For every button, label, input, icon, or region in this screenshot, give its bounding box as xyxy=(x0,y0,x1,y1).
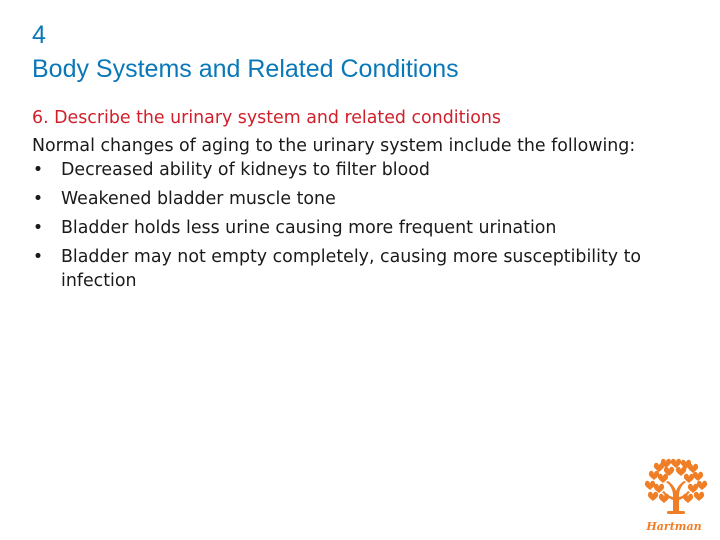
intro-text: Normal changes of aging to the urinary system include the following: xyxy=(32,136,636,156)
slide-body xyxy=(32,106,662,293)
list-item xyxy=(32,187,662,211)
slide-title xyxy=(32,18,692,86)
bullet-icon: • xyxy=(32,160,44,180)
bullet-icon: • xyxy=(32,189,44,209)
learning-objective: 6. Describe the urinary system and related conditions xyxy=(32,108,501,128)
tree-of-hearts-logo-icon xyxy=(636,456,712,536)
list-item-text: Decreased ability of kidneys to filter blood xyxy=(61,160,430,180)
list-item xyxy=(32,216,662,240)
logo-wordmark: Hartman xyxy=(646,520,702,533)
chapter-number: 4 xyxy=(32,21,46,49)
list-item xyxy=(32,158,662,182)
chapter-title: Body Systems and Related Conditions xyxy=(32,55,459,83)
hartman-logo xyxy=(636,456,712,536)
list-item-text: Bladder may not empty completely, causing more susceptibility to infection xyxy=(61,247,642,291)
bullet-list xyxy=(32,158,662,293)
list-item xyxy=(32,245,662,293)
bullet-icon: • xyxy=(32,218,44,238)
bullet-icon: • xyxy=(32,247,44,267)
list-item-text: Bladder holds less urine causing more frequent urination xyxy=(61,218,557,238)
list-item-text: Weakened bladder muscle tone xyxy=(61,189,336,209)
